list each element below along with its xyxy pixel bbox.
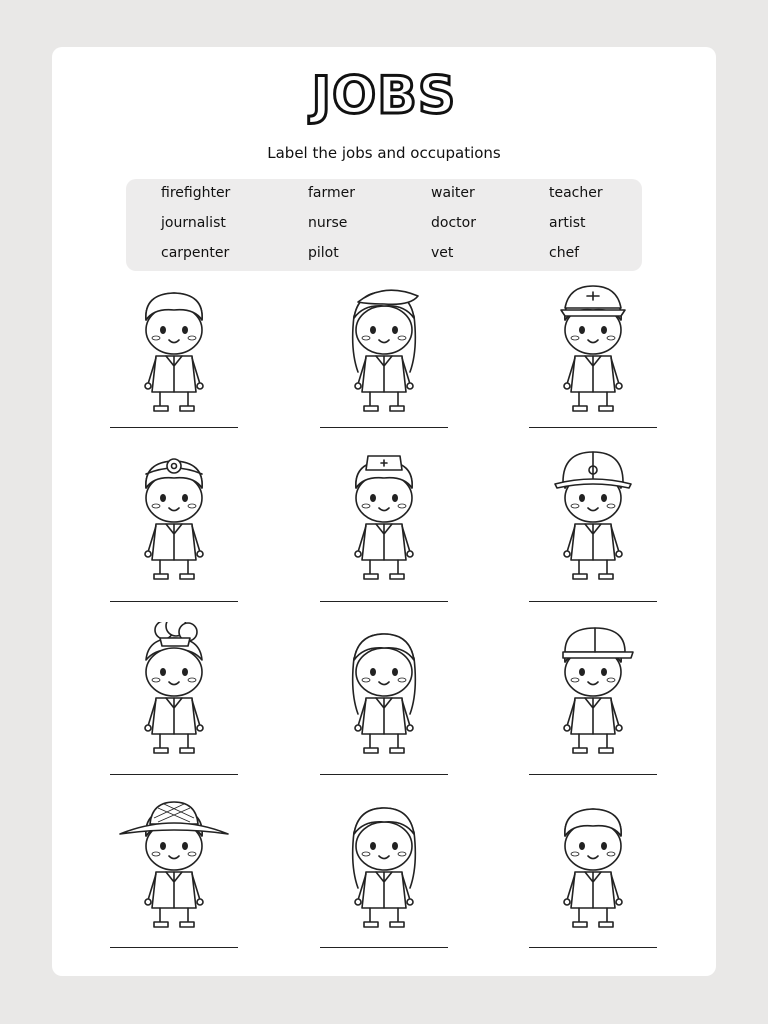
teacher-figure — [324, 622, 444, 757]
artist-figure — [324, 280, 444, 415]
word-bank-item: vet — [431, 245, 454, 261]
nurse-figure — [324, 448, 444, 583]
chef-figure — [114, 622, 234, 757]
firefighter-figure — [533, 448, 653, 583]
carpenter-figure — [533, 622, 653, 757]
vet-figure — [533, 796, 653, 931]
answer-line[interactable] — [529, 427, 657, 428]
word-bank-item: waiter — [431, 185, 475, 201]
answer-line[interactable] — [320, 427, 448, 428]
answer-line[interactable] — [320, 774, 448, 775]
word-bank-item: chef — [549, 245, 580, 261]
word-bank-item: journalist — [161, 215, 226, 231]
answer-line[interactable] — [110, 947, 238, 948]
answer-line[interactable] — [529, 601, 657, 602]
word-bank-item: carpenter — [161, 245, 230, 261]
word-bank-item: pilot — [308, 245, 339, 261]
doctor-figure — [114, 448, 234, 583]
farmer-figure — [114, 796, 234, 931]
answer-line[interactable] — [529, 774, 657, 775]
instructions: Label the jobs and occupations — [267, 144, 501, 162]
page-title: JOBS — [311, 66, 457, 126]
answer-line[interactable] — [110, 427, 238, 428]
word-bank-item: firefighter — [161, 185, 231, 201]
word-bank-item: farmer — [308, 185, 356, 201]
journalist-figure — [324, 796, 444, 931]
answer-line[interactable] — [529, 947, 657, 948]
word-bank — [126, 179, 642, 271]
answer-line[interactable] — [110, 601, 238, 602]
word-bank-item: artist — [549, 215, 586, 231]
word-bank-item: teacher — [549, 185, 603, 201]
answer-line[interactable] — [320, 947, 448, 948]
word-bank-item: nurse — [308, 215, 348, 231]
answer-line[interactable] — [320, 601, 448, 602]
waiter-figure — [114, 280, 234, 415]
pilot-figure — [533, 280, 653, 415]
answer-line[interactable] — [110, 774, 238, 775]
word-bank-item: doctor — [431, 215, 476, 231]
